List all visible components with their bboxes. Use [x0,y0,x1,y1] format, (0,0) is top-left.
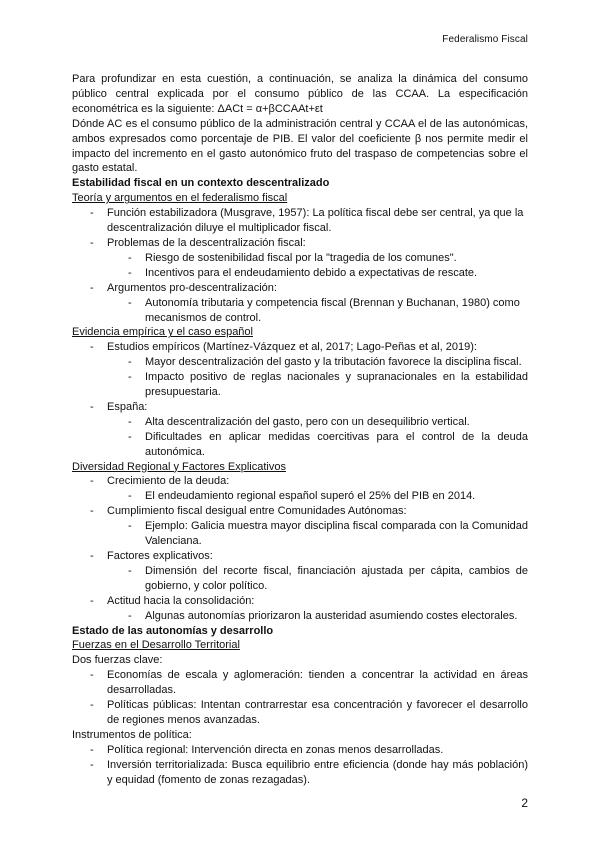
list-item: - España: [90,400,148,413]
list-item: - Argumentos pro-descentralización: [90,281,277,294]
page-body [72,72,528,788]
list-item: - Incentivos para el endeudamiento debido a expectativas de rescate. [128,266,478,279]
list-item: - Estudios empíricos (Martínez-Vázquez et al, 2017; Lago-Peñas et al, 2019): [90,341,477,354]
list-item: - Alta descentralización del gasto, pero con un desequilibrio vertical. [128,415,470,428]
subsection-heading: Fuerzas en el Desarrollo Territorial [72,639,240,652]
list-item: - Ejemplo: Galicia muestra mayor disciplina fiscal comparada con la Comunidad Valenciana. [128,520,528,548]
list-item: - Políticas públicas: Intentan contrarrestar esa concentración y favorecer el desarrollo de regiones menos avanzadas. [90,699,528,726]
list-item: - Problemas de la descentralización fiscal: [90,236,306,249]
list-item: - Función estabilizadora (Musgrave, 1957): La política fiscal debe ser central, ya que la descentralización diluye el multiplicador fiscal. [90,207,524,235]
list-item: - Autonomía tributaria y competencia fiscal (Brennan y Buchanan, 1980) como mecanismos de control. [128,296,520,324]
list-item: - Economías de escala y aglomeración: tienden a concentrar la actividad en áreas desarrolladas. [90,669,528,697]
subsection-heading: Evidencia empírica y el caso español [72,326,253,339]
page-number: 2 [521,796,528,810]
list-item: - Factores explicativos: [90,550,213,562]
paragraph: Para profundizar en esta cuestión, a continuación, se analiza la dinámica del consumo público central explicada por el consumo público de las CCAA. La especificación econométrica es la siguiente: ΔACt = α+βCCAAt+εt [72,73,528,115]
list-item: - Dimensión del recorte fiscal, financiación ajustada per cápita, cambios de gobierno, y color político. [128,564,528,592]
list-item: - Riesgo de sostenibilidad fiscal por la "tragedia de los comunes". [128,251,457,264]
list-item: - Algunas autonomías priorizaron la austeridad asumiendo costes electorales. [128,609,518,622]
list-item: - Actitud hacia la consolidación: [90,594,255,607]
section-heading: Estado de las autonomías y desarrollo [72,624,274,637]
list-item: - Mayor descentralización del gasto y la tributación favorece la disciplina fiscal. [128,356,522,369]
list-item: - Crecimiento de la deuda: [90,475,230,488]
list-item: - Dificultades en aplicar medidas coercitivas para el control de la deuda autonómica. [128,430,528,458]
paragraph: Dónde AC es el consumo público de la administración central y CCAA el de las autonómicas, ambos expresados como porcentaje de PIB. El valor del coeficiente β nos permite medir el impacto del incremento en el gasto autonómico fruto del traspaso de competencias sobre el gasto estatal. [72,117,528,175]
paragraph: Instrumentos de política: [72,728,192,741]
list-item: - El endeudamiento regional español superó el 25% del PIB en 2014. [128,490,476,503]
list-item: - Política regional: Intervención directa en zonas menos desarrolladas. [90,743,444,756]
subsection-heading: Diversidad Regional y Factores Explicativos [72,460,286,473]
list-item: - Inversión territorializada: Busca equilibrio entre eficiencia (donde hay más población) y equidad (fomento de zonas rezagadas). [90,758,528,786]
subsection-heading: Teoría y argumentos en el federalismo fiscal [72,192,288,205]
running-header: Federalismo Fiscal [442,34,528,45]
list-item: - Cumplimiento fiscal desigual entre Comunidades Autónomas: [90,505,407,518]
paragraph: Dos fuerzas clave: [72,654,163,667]
list-item: - Impacto positivo de reglas nacionales y supranacionales en la estabilidad presupuestaria. [128,371,528,399]
section-heading: Estabilidad fiscal en un contexto descentralizado [72,177,330,190]
